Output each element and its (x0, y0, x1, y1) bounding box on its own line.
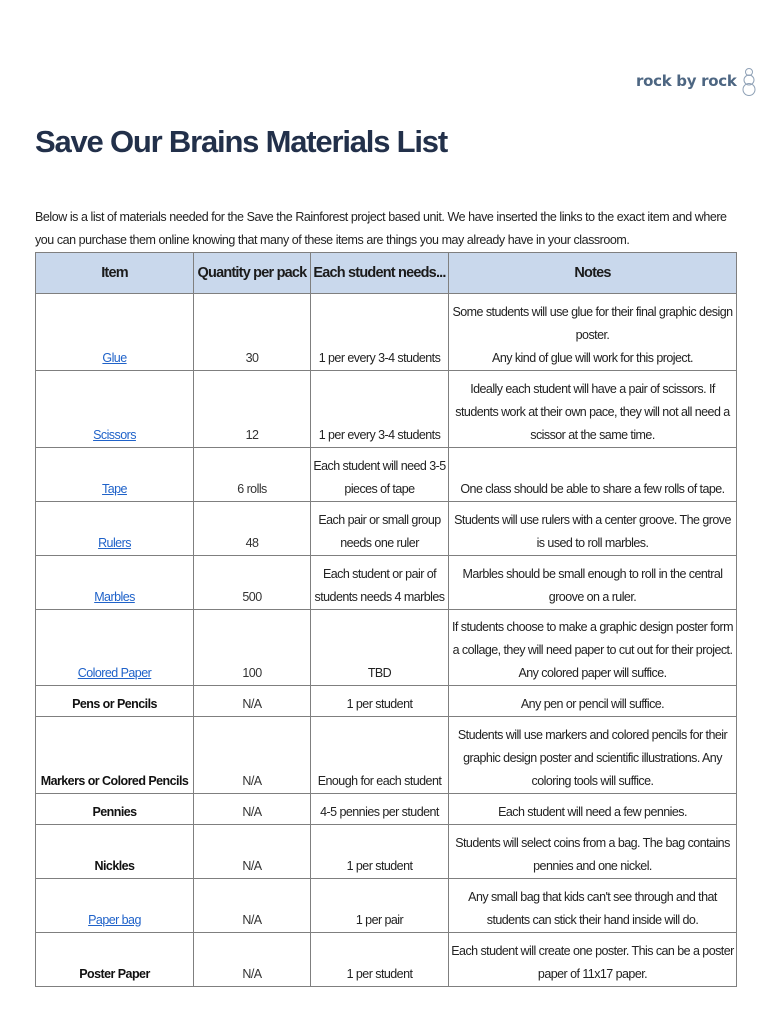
table-row (36, 686, 737, 717)
notes-cell: Any small bag that kids can't see through and that students can stick their hand inside will do. (449, 879, 737, 933)
notes-cell: Any pen or pencil will suffice. (449, 686, 737, 717)
table-row (36, 717, 737, 794)
notes-cell: Each student will create one poster. This can be a poster paper of 11x17 paper. (449, 933, 737, 987)
student-needs-cell: 1 per pair (311, 879, 449, 933)
quantity-cell: 30 (194, 294, 311, 371)
quantity-cell: N/A (194, 825, 311, 879)
student-needs-cell: 1 per every 3-4 students (311, 371, 449, 448)
table-row (36, 448, 737, 502)
page-title: Save Our Brains Materials List (35, 124, 447, 159)
item-link[interactable]: Paper bag (36, 879, 194, 933)
student-needs-cell: 1 per student (311, 933, 449, 987)
item-link[interactable]: Glue (36, 294, 194, 371)
quantity-cell: 500 (194, 556, 311, 610)
table-row (36, 502, 737, 556)
table-row (36, 933, 737, 987)
table-row (36, 556, 737, 610)
table-row (36, 371, 737, 448)
materials-table (35, 252, 737, 987)
student-needs-cell: 1 per student (311, 825, 449, 879)
student-needs-cell: 1 per every 3-4 students (311, 294, 449, 371)
snowman-icon (741, 66, 757, 96)
table-row (36, 794, 737, 825)
student-needs-cell: TBD (311, 610, 449, 686)
quantity-cell: 6 rolls (194, 448, 311, 502)
notes-cell: One class should be able to share a few rolls of tape. (449, 448, 737, 502)
item-cell: Pens or Pencils (36, 686, 194, 717)
notes-cell: Marbles should be small enough to roll in the central groove on a ruler. (449, 556, 737, 610)
brand-logo (636, 66, 757, 96)
student-needs-cell: Enough for each student (311, 717, 449, 794)
notes-cell: Students will use markers and colored pencils for their graphic design poster and scientific illustrations. Any coloring tools will suffice. (449, 717, 737, 794)
item-link[interactable]: Scissors (36, 371, 194, 448)
table-header-row (36, 253, 737, 294)
student-needs-cell: 1 per student (311, 686, 449, 717)
item-cell: Poster Paper (36, 933, 194, 987)
item-cell: Nickles (36, 825, 194, 879)
notes-cell: Students will select coins from a bag. The bag contains pennies and one nickel. (449, 825, 737, 879)
quantity-cell: 12 (194, 371, 311, 448)
brand-logo-text: rock by rock (636, 72, 737, 90)
item-link[interactable]: Tape (36, 448, 194, 502)
item-link[interactable]: Colored Paper (36, 610, 194, 686)
materials-table-body (36, 294, 737, 987)
notes-cell: Some students will use glue for their final graphic design poster. Any kind of glue will work for this project. (449, 294, 737, 371)
notes-cell: If students choose to make a graphic design poster form a collage, they will need paper to cut out for their project. Any colored paper will suffice. (449, 610, 737, 686)
quantity-cell: 100 (194, 610, 311, 686)
header-student-needs: Each student needs... (311, 253, 449, 294)
table-row (36, 610, 737, 686)
quantity-cell: 48 (194, 502, 311, 556)
header-quantity: Quantity per pack (194, 253, 311, 294)
intro-paragraph: Below is a list of materials needed for the Save the Rainforest project based unit. We have inserted the links to the exact item and where you can purchase them online knowing that many of these items are things you may already have in your classroom. (35, 210, 727, 247)
notes-cell: Students will use rulers with a center groove. The grove is used to roll marbles. (449, 502, 737, 556)
notes-cell: Each student will need a few pennies. (449, 794, 737, 825)
notes-cell: Ideally each student will have a pair of scissors. If students work at their own pace, they will not all need a scissor at the same time. (449, 371, 737, 448)
quantity-cell: N/A (194, 794, 311, 825)
quantity-cell: N/A (194, 933, 311, 987)
table-row (36, 294, 737, 371)
quantity-cell: N/A (194, 879, 311, 933)
table-row (36, 879, 737, 933)
item-link[interactable]: Marbles (36, 556, 194, 610)
quantity-cell: N/A (194, 686, 311, 717)
student-needs-cell: 4-5 pennies per student (311, 794, 449, 825)
quantity-cell: N/A (194, 717, 311, 794)
student-needs-cell: Each student or pair of students needs 4 marbles (311, 556, 449, 610)
header-notes: Notes (449, 253, 737, 294)
student-needs-cell: Each pair or small group needs one ruler (311, 502, 449, 556)
student-needs-cell: Each student will need 3-5 pieces of tape (311, 448, 449, 502)
table-row (36, 825, 737, 879)
header-item: Item (36, 253, 194, 294)
item-cell: Markers or Colored Pencils (36, 717, 194, 794)
item-link[interactable]: Rulers (36, 502, 194, 556)
item-cell: Pennies (36, 794, 194, 825)
